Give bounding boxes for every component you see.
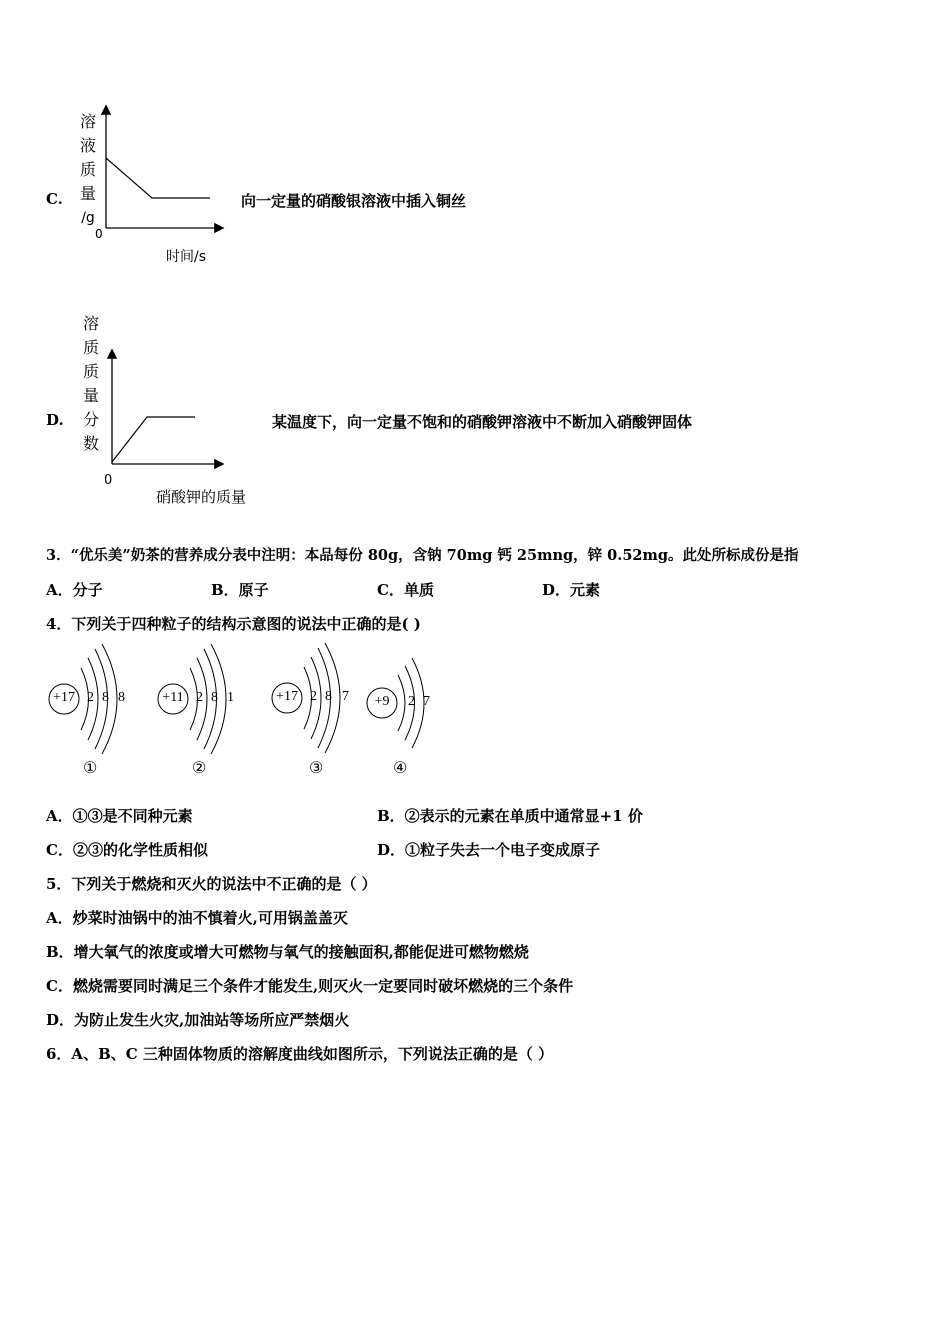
shell-electrons: 2 [196, 690, 203, 705]
y-label-char: 溶 [82, 314, 99, 333]
shell-electrons: 8 [102, 690, 109, 705]
q5-stem: 5．下列关于燃烧和灭火的说法中不正确的是（ ） [46, 875, 377, 893]
nucleus-charge: +9 [374, 694, 390, 709]
nucleus-charge: +17 [53, 690, 75, 705]
y-unit: /g [81, 210, 95, 226]
shell-electrons: 1 [227, 690, 234, 705]
q4-option-b: B．②表示的元素在单质中通常显+1 价 [377, 807, 643, 825]
y-label-char: 溶 [79, 112, 96, 131]
shell-electrons: 7 [342, 689, 349, 704]
q3-option-b: B．原子 [211, 581, 269, 599]
y-label-char: 量 [79, 184, 96, 203]
q3-option-c: C．单质 [377, 581, 434, 599]
q3-option-d: D．元素 [542, 581, 601, 599]
option-d-letter: D. [46, 411, 64, 429]
x-axis-label: 硝酸钾的质量 [156, 488, 247, 506]
shell-electrons: 7 [423, 694, 430, 709]
q4-option-d: D．①粒子失去一个电子变成原子 [377, 841, 601, 859]
q5-option-b: B．增大氧气的浓度或增大可燃物与氧气的接触面积,都能促进可燃物燃烧 [46, 943, 529, 961]
electron-shell-arc [398, 675, 405, 731]
shell-electrons: 8 [325, 689, 332, 704]
shell-electrons: 2 [87, 690, 94, 705]
atom-label: ③ [309, 760, 324, 777]
option-d-text: 某温度下，向一定量不饱和的硝酸钾溶液中不断加入硝酸钾固体 [272, 413, 693, 431]
shell-electrons: 2 [408, 694, 415, 709]
option-c-letter: C. [46, 190, 63, 208]
y-label-char: 数 [82, 434, 99, 453]
nucleus-charge: +17 [276, 689, 298, 704]
y-label-char: 量 [82, 386, 99, 405]
q5-option-c: C．燃烧需要同时满足三个条件才能发生,则灭火一定要同时破坏燃烧的三个条件 [46, 977, 574, 995]
y-label-char: 分 [82, 410, 99, 429]
y-label-char: 质 [79, 160, 96, 179]
atom-label: ④ [393, 760, 408, 777]
origin-label: 0 [95, 227, 103, 241]
shell-electrons: 2 [310, 689, 317, 704]
nucleus-charge: +11 [162, 690, 184, 705]
q5-option-a: A．炒菜时油锅中的油不慎着火,可用锅盖盖灭 [46, 909, 348, 927]
q4-stem: 4．下列关于四种粒子的结构示意图的说法中正确的是( ) [46, 615, 421, 633]
x-axis-label: 时间/s [166, 249, 207, 265]
y-label-char: 液 [79, 136, 96, 155]
atom-label: ② [192, 760, 207, 777]
option-c-text: 向一定量的硝酸银溶液中插入铜丝 [241, 192, 467, 210]
q3-stem: 3．“优乐美”奶茶的营养成分表中注明：本品每份 80g，含钠 70mg 钙 25mng，锌 0.52mg。此处所标成份是指 [46, 547, 799, 564]
q6-stem: 6．A、B、C 三种固体物质的溶解度曲线如图所示，下列说法正确的是（ ） [46, 1045, 554, 1063]
q4-option-c: C．②③的化学性质相似 [46, 841, 208, 859]
q5-option-d: D．为防止发生火灾,加油站等场所应严禁烟火 [46, 1011, 350, 1029]
y-label-char: 质 [82, 362, 99, 381]
atom-label: ① [83, 760, 98, 777]
y-label-char: 质 [82, 338, 99, 357]
origin-label: 0 [104, 473, 113, 488]
shell-electrons: 8 [211, 690, 218, 705]
q4-option-a: A．①③是不同种元素 [46, 807, 193, 825]
shell-electrons: 8 [118, 690, 125, 705]
q3-option-a: A．分子 [46, 581, 103, 599]
